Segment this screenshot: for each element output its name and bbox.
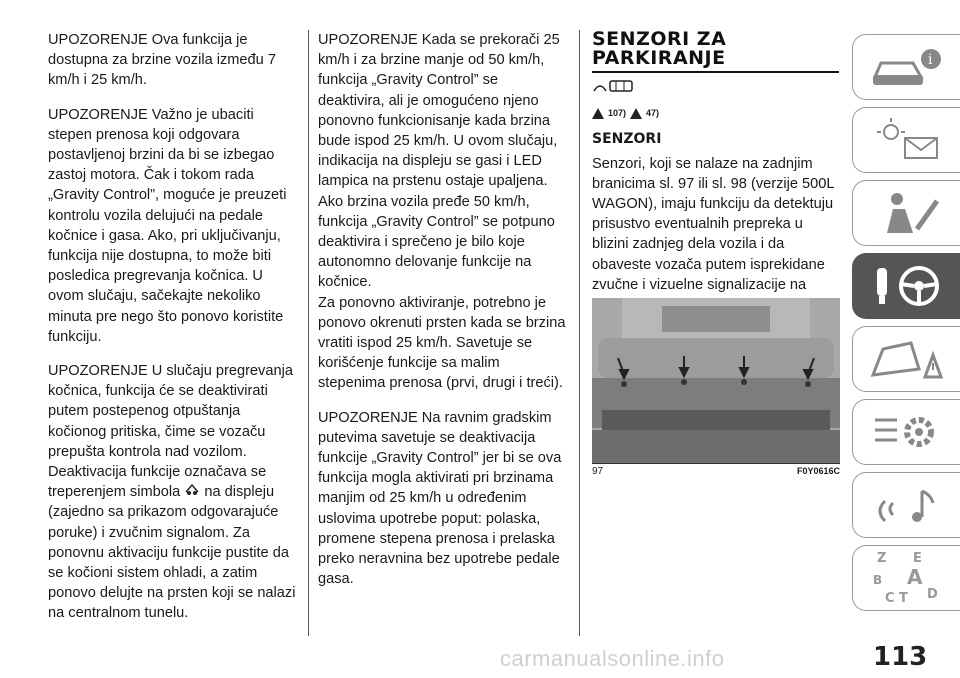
index-icon xyxy=(867,548,947,608)
warning-triangle-icon xyxy=(592,108,604,119)
gravity-control-icon xyxy=(184,482,200,496)
tab-car-info[interactable] xyxy=(852,34,960,100)
tab-index[interactable] xyxy=(852,545,960,611)
body-paragraph: Senzori, koji se nalaze na zadnjim branicima sl. 97 ili sl. 98 (verzije 500L WAGON), imaju funkciju da detektuju prisustvo eventualnih prepreka u blizini zadnjeg dela vozila i da obaveste vozača putem isprekidane zvučne i vizuelne signalizacije na xyxy=(592,155,834,293)
parking-sensor-icon xyxy=(592,77,636,95)
warning-paragraph: UPOZORENJE Kada se prekorači 25 km/h i za brzine manje od 50 km/h, funkcija „Gravity Control” se deaktivira, ali je omogućeno njeno ponovno funkcionisanje kada brzina bude ispod 25 km/h. U ovom slučaju, indikacija na displeju se gasi i LED lampica na prstenu ostaje upaljena. Ako brzina vozila pređe 50 km/h, funkcija „Gravity Control” se potpuno deaktivira i sprečeno je bilo koje autonomno delovanje funkcije na kočnice. xyxy=(318,32,560,291)
body-paragraph: Za ponovno aktiviranje, potrebno je ponovo okrenuti prsten kada se brzina vratiti ispod 25 km/h. Savetuje se korišćenje funkcije sa malim stepenima prenosa (prvi, drugi i treći). xyxy=(318,294,566,392)
figure-number: 97 xyxy=(592,466,604,477)
column-1 xyxy=(48,30,298,638)
heading-rule xyxy=(592,71,839,73)
warning-lights-icon xyxy=(867,116,947,164)
index-letter: D xyxy=(926,587,938,602)
subsection-heading: SENZORI xyxy=(592,131,662,148)
warning-paragraph: UPOZORENJE U slučaju pregrevanja kočnica, funkcija će se deaktivirati putem postepenog otpuštanja kočionog pritiska, čime se vozaču prepušta kontrola nad vozilom. Deaktivacija funkcije označava se treperenjem simbola na displeju (zajedno sa prikazom odgovarajuće poruke) i zvučnim signalom. Za ponovnu aktivaciju funkcije pustite da se kočioni sistem ohladi, a zatim ponovo delujte na prsten koji se nalazi na centralnom tunelu. xyxy=(48,363,296,622)
warning-paragraph: UPOZORENJE Važno je ubaciti stepen prenosa koji odgovara postavljenoj brzini da bi se izbegao zastoj motora. Čak i tokom rada „Gravity Control”, moguće je preuzeti kontrolu vozila delujući na pedale kočnice i gasa. Ako, pri uključivanju, funkcija nije dostupna, to može biti posledica pregrevanja kočnica. U ovom slučaju, sačekajte nekoliko minuta pre nego što ponovo koristite funkciju. xyxy=(48,106,287,345)
tab-emergency[interactable] xyxy=(852,326,960,392)
safety-icon xyxy=(867,189,947,237)
figure-code: F0Y0616C xyxy=(796,466,840,476)
tab-warning-lights[interactable] xyxy=(852,107,960,173)
index-letter: B xyxy=(872,573,882,587)
maintenance-icon xyxy=(867,408,947,456)
warning-paragraph: UPOZORENJE Ova funkcija je dostupna za brzine vozila između 7 km/h i 25 km/h. xyxy=(48,32,276,89)
column-3 xyxy=(592,30,840,329)
tab-driving[interactable] xyxy=(852,253,960,319)
caution-triangle-icon xyxy=(630,108,642,119)
multimedia-icon xyxy=(867,481,947,529)
section-heading: SENZORI ZA PARKIRANJE xyxy=(592,28,727,69)
watermark: carmanualsonline.info xyxy=(500,646,725,671)
index-letter: E xyxy=(912,551,922,566)
tab-multimedia[interactable] xyxy=(852,472,960,538)
column-2 xyxy=(318,30,568,603)
tab-maintenance[interactable] xyxy=(852,399,960,465)
notes-references: 107) 47) xyxy=(592,103,840,123)
figure-caption xyxy=(592,466,840,477)
chapter-tabs xyxy=(852,34,960,618)
index-letter: C xyxy=(884,591,895,606)
column-divider xyxy=(579,30,580,636)
svg-text:i: i xyxy=(927,52,932,68)
driving-icon xyxy=(867,262,947,310)
tab-safety[interactable] xyxy=(852,180,960,246)
car-info-icon xyxy=(867,43,947,91)
page-number: 113 xyxy=(873,642,928,672)
figure-rule xyxy=(592,463,840,464)
emergency-icon xyxy=(867,335,947,383)
warning-paragraph: UPOZORENJE Na ravnim gradskim putevima savetuje se deaktivacija funkcije „Gravity Control” jer bi se ova funkcija mogla aktivirati pri brzinama manjim od 25 km/h u određenim uslovima upotrebe poput: polaska, promene stepena prenosa i prelaska preko neravnina bez upotrebe pedale gasa. xyxy=(318,409,562,588)
rear-bumper-photo xyxy=(592,298,840,463)
index-letter: A xyxy=(906,565,922,589)
index-letter: Z xyxy=(876,551,886,566)
column-divider xyxy=(308,30,309,636)
index-letter: T xyxy=(898,591,908,606)
